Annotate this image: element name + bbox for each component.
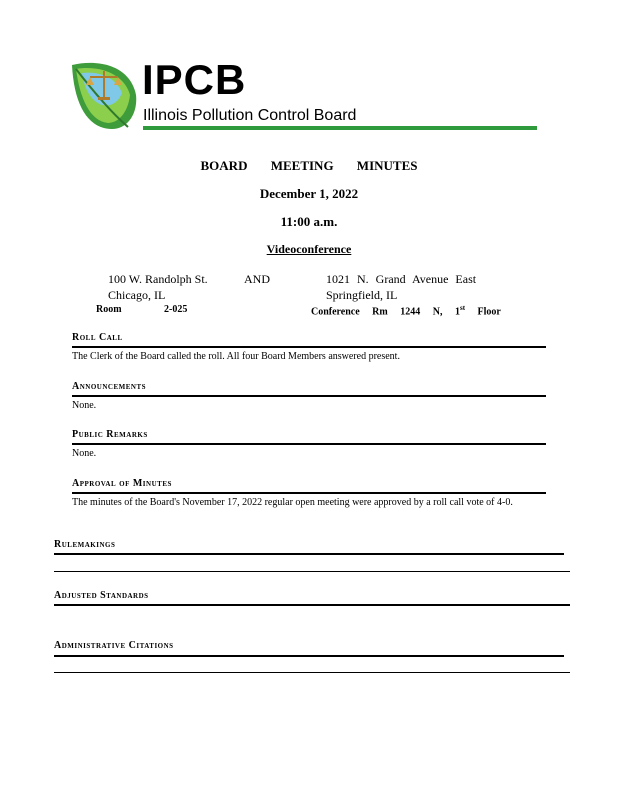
rulemakings-heading: Rulemakings (54, 539, 116, 550)
roll-call-rule (72, 346, 546, 348)
and-joiner: AND (244, 272, 270, 286)
ipcb-logo (68, 55, 140, 131)
approval-text: The minutes of the Board's November 17, 2022 regular open meeting were approved by a roll call vote of 4-0. (72, 497, 513, 508)
adjusted-standards-heading: Adjusted Standards (54, 590, 149, 601)
leaf-scales-icon (68, 55, 140, 131)
announcements-text: None. (72, 400, 97, 411)
left-city: Chicago, IL (108, 288, 166, 302)
adjusted-standards-rule (54, 604, 570, 606)
right-street: 1021 N. Grand Avenue East (326, 272, 477, 286)
rulemakings-bottom-rule (54, 571, 570, 572)
logo-subtitle: Illinois Pollution Control Board (143, 107, 357, 124)
approval-heading: Approval of Minutes (72, 478, 172, 489)
administrative-citations-rule (54, 655, 564, 657)
public-remarks-rule (72, 443, 546, 445)
page-title: BOARD MEETING MINUTES (200, 158, 418, 173)
roll-call-text: The Clerk of the Board called the roll. All four Board Members answered present. (72, 351, 400, 362)
roll-call-heading: Roll Call (72, 332, 123, 343)
announcements-heading: Announcements (72, 381, 147, 392)
meeting-date: December 1, 2022 (259, 186, 359, 201)
public-remarks-text: None. (72, 448, 97, 459)
room-number: 2-025 (164, 304, 188, 315)
left-location (108, 271, 208, 303)
left-street: 100 W. Randolph St. (108, 272, 208, 286)
meeting-time: 11:00 a.m. (280, 214, 338, 229)
logo-title: IPCB (142, 56, 247, 103)
announcements-rule (72, 395, 546, 397)
rulemakings-rule (54, 553, 564, 555)
right-location (326, 271, 476, 303)
room-label: Room (96, 304, 122, 315)
administrative-citations-bottom-rule (54, 672, 570, 673)
right-city: Springfield, IL (326, 288, 398, 302)
administrative-citations-heading: Administrative Citations (54, 640, 174, 651)
approval-rule (72, 492, 546, 494)
meeting-venue: Videoconference (266, 242, 352, 256)
public-remarks-heading: Public Remarks (72, 429, 148, 440)
logo-underline (143, 126, 537, 130)
conference-room: Conference Rm 1244 N, 1st Floor (311, 304, 501, 318)
